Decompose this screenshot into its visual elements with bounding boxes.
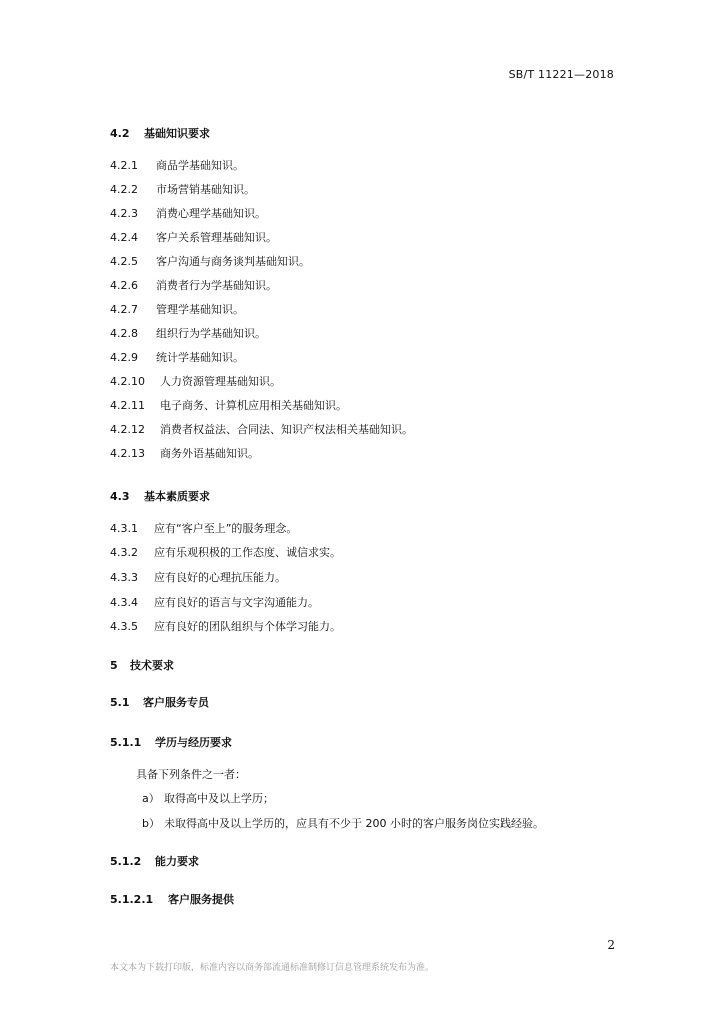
clause-4-2-12 <box>110 421 413 437</box>
clause-4-2-3 <box>110 205 266 221</box>
clause-text: 应有“客户至上”的服务理念。 <box>154 522 298 535</box>
section-heading-5-1-2 <box>110 853 199 869</box>
clause-4-2-11 <box>110 397 347 413</box>
section-heading-4-3 <box>110 488 210 504</box>
clause-number: 4.3.2 <box>110 546 138 559</box>
section-title: 基础知识要求 <box>144 127 210 140</box>
section-title: 客户服务提供 <box>168 893 234 906</box>
requirement-intro: 具备下列条件之一者： <box>136 768 246 781</box>
clause-number: 4.2.4 <box>110 231 138 244</box>
option-label: b） <box>142 817 160 830</box>
option-b <box>142 815 544 831</box>
clause-4-3-3 <box>110 569 286 585</box>
clause-number: 4.2.5 <box>110 255 138 268</box>
footer-disclaimer: 本文本为下载打印版，标准内容以商务部流通标准制修订信息管理系统发布为准。 <box>110 963 435 973</box>
clause-4-2-13 <box>110 445 259 461</box>
section-heading-5-1-2-1 <box>110 891 234 907</box>
clause-number: 4.2.1 <box>110 159 138 172</box>
clause-4-2-6 <box>110 277 277 293</box>
clause-number: 4.2.12 <box>110 423 145 436</box>
clause-4-2-4 <box>110 229 277 245</box>
section-title: 基本素质要求 <box>144 490 210 503</box>
clause-number: 4.2.13 <box>110 447 145 460</box>
section-number: 4.2 <box>110 127 130 140</box>
option-label: a） <box>142 792 160 805</box>
clause-text: 统计学基础知识。 <box>156 351 244 364</box>
clause-text: 管理学基础知识。 <box>156 303 244 316</box>
section-number: 5.1.1 <box>110 736 142 749</box>
clause-4-2-9 <box>110 349 244 365</box>
section-number: 5.1 <box>110 696 130 709</box>
chapter-number: 5 <box>110 659 118 672</box>
clause-4-2-5 <box>110 253 310 269</box>
clause-text: 组织行为学基础知识。 <box>156 327 266 340</box>
clause-number: 4.3.3 <box>110 571 138 584</box>
section-heading-5-1-1 <box>110 734 232 750</box>
section-number: 4.3 <box>110 490 130 503</box>
section-heading-5-1 <box>110 694 209 710</box>
clause-number: 4.2.3 <box>110 207 138 220</box>
clause-number: 4.2.10 <box>110 375 145 388</box>
page-number: 2 <box>607 938 615 952</box>
clause-number: 4.2.11 <box>110 399 145 412</box>
section-title: 学历与经历要求 <box>155 736 232 749</box>
clause-number: 4.3.4 <box>110 596 138 609</box>
clause-4-3-2 <box>110 544 341 560</box>
clause-4-3-4 <box>110 594 319 610</box>
clause-4-3-5 <box>110 618 341 634</box>
clause-4-2-10 <box>110 373 281 389</box>
section-title: 能力要求 <box>155 855 199 868</box>
clause-text: 客户沟通与商务谈判基础知识。 <box>156 255 310 268</box>
option-a <box>142 790 274 806</box>
clause-4-2-1 <box>110 157 244 173</box>
clause-text: 应有良好的语言与文字沟通能力。 <box>154 596 319 609</box>
clause-number: 4.2.2 <box>110 183 138 196</box>
clause-number: 4.2.6 <box>110 279 138 292</box>
clause-text: 商品学基础知识。 <box>156 159 244 172</box>
clause-text: 商务外语基础知识。 <box>160 447 259 460</box>
clause-text: 应有良好的心理抗压能力。 <box>154 571 286 584</box>
option-text: 未取得高中及以上学历的，应具有不少于 200 小时的客户服务岗位实践经验。 <box>164 817 544 830</box>
section-heading-4-2 <box>110 125 210 141</box>
clause-text: 消费者权益法、合同法、知识产权法相关基础知识。 <box>160 423 413 436</box>
clause-number: 4.3.5 <box>110 620 138 633</box>
clause-text: 客户关系管理基础知识。 <box>156 231 277 244</box>
clause-text: 电子商务、计算机应用相关基础知识。 <box>160 399 347 412</box>
clause-text: 人力资源管理基础知识。 <box>160 375 281 388</box>
clause-4-2-8 <box>110 325 266 341</box>
section-title: 客户服务专员 <box>143 696 209 709</box>
chapter-heading-5 <box>110 657 174 673</box>
section-number: 5.1.2 <box>110 855 142 868</box>
clause-number: 4.2.8 <box>110 327 138 340</box>
clause-4-2-2 <box>110 181 255 197</box>
clause-text: 应有良好的团队组织与个体学习能力。 <box>154 620 341 633</box>
option-text: 取得高中及以上学历； <box>164 792 274 805</box>
clause-number: 4.3.1 <box>110 522 138 535</box>
chapter-title: 技术要求 <box>130 659 174 672</box>
clause-text: 市场营销基础知识。 <box>156 183 255 196</box>
section-number: 5.1.2.1 <box>110 893 154 906</box>
clause-4-2-7 <box>110 301 244 317</box>
clause-text: 应有乐观积极的工作态度、诚信求实。 <box>154 546 341 559</box>
clause-number: 4.2.9 <box>110 351 138 364</box>
clause-number: 4.2.7 <box>110 303 138 316</box>
document-code: SB/T 11221—2018 <box>508 68 614 81</box>
clause-text: 消费者行为学基础知识。 <box>156 279 277 292</box>
clause-text: 消费心理学基础知识。 <box>156 207 266 220</box>
clause-4-3-1 <box>110 520 297 536</box>
